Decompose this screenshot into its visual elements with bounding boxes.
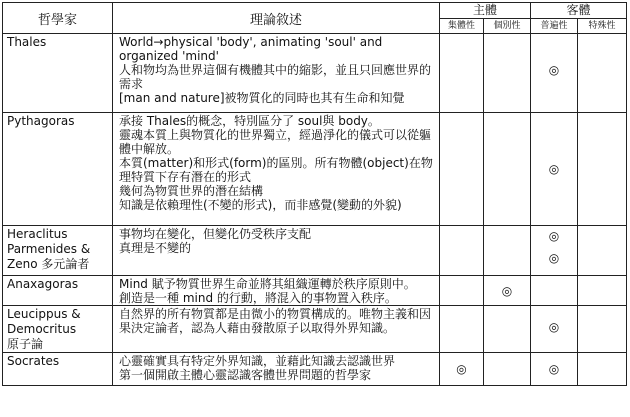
theory-text: 承接 Thales的概念，特別區分了 soul與 body。 bbox=[119, 114, 380, 128]
universal-cell bbox=[531, 353, 578, 386]
philosopher-cell bbox=[3, 276, 113, 306]
collective-cell bbox=[440, 306, 484, 353]
header-universal: 普遍性 bbox=[531, 18, 578, 34]
theory-text: World→physical 'body', animating 'soul' and organized 'mind' bbox=[119, 35, 383, 63]
philosopher-cell bbox=[3, 34, 113, 113]
philosopher-name: Leucippus & bbox=[7, 307, 81, 321]
philosopher-name: Thales bbox=[7, 35, 47, 49]
philosopher-name: Socrates bbox=[7, 354, 60, 368]
universal-cell bbox=[531, 306, 578, 353]
double-circle-mark: ◎ bbox=[548, 63, 560, 77]
philosopher-cell bbox=[3, 306, 113, 353]
particular-cell bbox=[578, 276, 627, 306]
header-philosopher: 哲學家 bbox=[3, 3, 113, 34]
theory-text: Mind 賦予物質世界生命並將其組織運轉於秩序原則中。 bbox=[119, 277, 416, 291]
individual-cell bbox=[484, 353, 531, 386]
philosopher-cell bbox=[3, 226, 113, 276]
philosopher-name: Zeno 多元論者 bbox=[7, 257, 90, 271]
individual-cell bbox=[484, 306, 531, 353]
universal-cell bbox=[531, 34, 578, 113]
table-row bbox=[3, 306, 627, 353]
table-row bbox=[3, 34, 627, 113]
theory-text: 本質(matter)和形式(form)的區別。所有物體(object)在物理特質下存有潛在的形式 bbox=[119, 156, 433, 184]
universal-cell bbox=[531, 276, 578, 306]
theory-text: 靈魂本質上與物質化的世界獨立，經過淨化的儀式可以從軀體中解放。 bbox=[119, 128, 432, 156]
theory-cell bbox=[113, 34, 440, 113]
table-row bbox=[3, 353, 627, 386]
philosophy-table bbox=[2, 2, 627, 386]
theory-text: [man and nature]被物質化的同時也其有生命和知覺 bbox=[119, 91, 405, 105]
table-row bbox=[3, 226, 627, 276]
philosopher-name: Anaxagoras bbox=[7, 277, 79, 291]
header-row-1 bbox=[3, 3, 627, 19]
table-row bbox=[3, 113, 627, 226]
collective-cell bbox=[440, 353, 484, 386]
universal-cell bbox=[531, 226, 578, 276]
double-circle-mark: ◎ bbox=[548, 362, 560, 376]
particular-cell bbox=[578, 306, 627, 353]
theory-text: 創造是一種 mind 的行動，將混入的事物置入秩序。 bbox=[119, 291, 397, 305]
philosopher-name: Pythagoras bbox=[7, 114, 75, 128]
theory-cell bbox=[113, 276, 440, 306]
individual-cell bbox=[484, 34, 531, 113]
theory-cell bbox=[113, 226, 440, 276]
header-individual: 個別性 bbox=[484, 18, 531, 34]
collective-cell bbox=[440, 276, 484, 306]
particular-cell bbox=[578, 113, 627, 226]
theory-text: 真理是不變的 bbox=[119, 241, 192, 255]
particular-cell bbox=[578, 353, 627, 386]
double-circle-mark: ◎ bbox=[548, 162, 560, 176]
collective-cell bbox=[440, 113, 484, 226]
philosopher-name: Heraclitus bbox=[7, 227, 68, 241]
double-circle-mark: ◎ bbox=[548, 251, 560, 265]
header-theory: 理論敘述 bbox=[113, 3, 440, 34]
philosopher-cell bbox=[3, 113, 113, 226]
individual-cell bbox=[484, 113, 531, 226]
collective-cell bbox=[440, 34, 484, 113]
individual-cell bbox=[484, 226, 531, 276]
theory-cell bbox=[113, 353, 440, 386]
header-particular: 特殊性 bbox=[578, 18, 627, 34]
theory-text: 幾何為物質世界的潛在結構 bbox=[119, 184, 264, 198]
philosopher-name: Parmenides & bbox=[7, 242, 91, 256]
header-subject: 主體 bbox=[440, 3, 531, 19]
theory-text: 知識是依賴理性(不變的形式)，而非感覺(變動的外貌) bbox=[119, 198, 402, 212]
particular-cell bbox=[578, 226, 627, 276]
theory-cell bbox=[113, 306, 440, 353]
table-row bbox=[3, 276, 627, 306]
theory-text: 第一個開啟主體心靈認識客體世界問題的哲學家 bbox=[119, 368, 372, 382]
theory-cell bbox=[113, 113, 440, 226]
philosopher-cell bbox=[3, 353, 113, 386]
theory-text: 心靈確實具有特定外界知識，並藉此知識去認識世界 bbox=[119, 354, 396, 368]
theory-text: 事物均在變化，但變化仍受秩序支配 bbox=[119, 227, 312, 241]
header-object: 客體 bbox=[531, 3, 627, 19]
universal-cell bbox=[531, 113, 578, 226]
theory-text: 人和物均為世界這個有機體其中的縮影，並且只回應世界的需求 bbox=[119, 63, 432, 91]
header-collective: 集體性 bbox=[440, 18, 484, 34]
particular-cell bbox=[578, 34, 627, 113]
double-circle-mark: ◎ bbox=[501, 284, 513, 298]
philosopher-name: 原子論 bbox=[7, 337, 44, 351]
philosopher-name: Democritus bbox=[7, 322, 77, 336]
double-circle-mark: ◎ bbox=[456, 362, 467, 376]
individual-cell bbox=[484, 276, 531, 306]
double-circle-mark: ◎ bbox=[548, 229, 560, 243]
double-circle-mark: ◎ bbox=[548, 320, 560, 334]
theory-text: 自然界的所有物質都是由微小的物質構成的。唯物主義和因果決定論者，認為人藉由發散原子以取得外界知識。 bbox=[119, 307, 432, 335]
collective-cell bbox=[440, 226, 484, 276]
